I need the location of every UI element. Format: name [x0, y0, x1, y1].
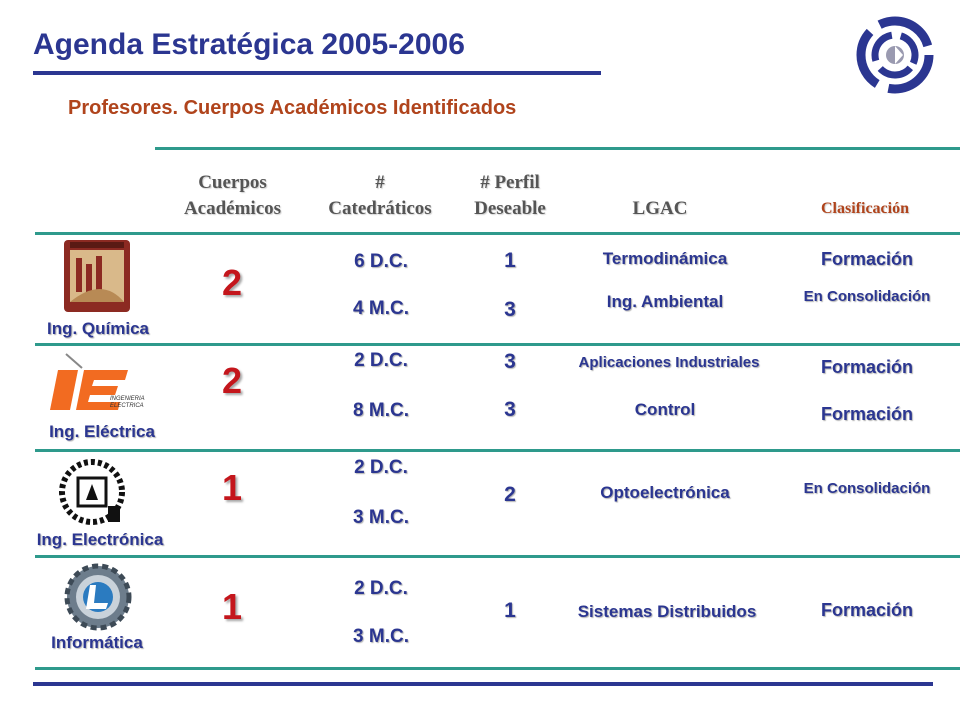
institution-swirl-logo-icon	[855, 15, 935, 95]
perfil-value: 1	[504, 599, 516, 622]
informatics-gear-logo-icon	[64, 563, 132, 631]
lgac-value: Sistemas Distribuidos	[577, 602, 757, 621]
lgac-value: Aplicaciones Industriales	[578, 354, 760, 371]
perfil-value: 3	[504, 298, 516, 321]
clasificacion-value: Formación	[820, 357, 914, 377]
department-name: Informática	[51, 633, 143, 652]
clasificacion-value: En Consolidación	[803, 288, 931, 305]
catedraticos-value: 8 M.C.	[353, 400, 409, 421]
cuerpos-count: 2	[221, 262, 243, 303]
electrical-engineering-logo-icon	[48, 352, 148, 418]
divider-row-4	[35, 555, 960, 558]
perfil-value: 2	[504, 483, 516, 506]
divider-row-3	[35, 449, 960, 452]
catedraticos-value: 2 D.C.	[354, 457, 408, 478]
electrical-logo-text: INGENIERIA ELECTRICA	[110, 396, 145, 409]
department-name: Ing. Química	[46, 319, 150, 338]
perfil-value: 1	[504, 249, 516, 272]
column-header-perfil: # Perfil Deseable	[474, 172, 546, 219]
electronics-chip-logo-icon	[58, 458, 126, 526]
catedraticos-value: 6 D.C.	[354, 251, 408, 272]
divider-row-2	[35, 343, 960, 346]
column-header-catedraticos: # Catedráticos	[328, 172, 432, 219]
lgac-value: Ing. Ambiental	[606, 292, 724, 311]
lgac-value: Termodinámica	[602, 249, 728, 268]
cuerpos-count: 1	[221, 467, 243, 508]
page-title: Agenda Estratégica 2005-2006	[33, 28, 465, 61]
divider-top	[155, 147, 960, 150]
catedraticos-value: 3 M.C.	[353, 626, 409, 647]
catedraticos-value: 3 M.C.	[353, 507, 409, 528]
cuerpos-count: 2	[221, 360, 243, 401]
column-header-cuerpos: Cuerpos Académicos	[183, 172, 282, 219]
department-name: Ing. Eléctrica	[49, 422, 155, 441]
column-header-lgac: LGAC	[632, 198, 688, 219]
perfil-value: 3	[504, 398, 516, 421]
clasificacion-value: En Consolidación	[803, 480, 931, 497]
perfil-value: 3	[504, 350, 516, 373]
cuerpos-count: 1	[221, 586, 243, 627]
lgac-value: Optoelectrónica	[600, 483, 730, 502]
title-underline	[33, 71, 601, 75]
footer-rule	[33, 682, 933, 686]
catedraticos-value: 4 M.C.	[353, 298, 409, 319]
chemical-engineering-logo-icon	[62, 238, 132, 314]
divider-row-1	[35, 232, 960, 235]
lgac-value: Control	[634, 400, 696, 419]
clasificacion-value: Formación	[820, 404, 914, 424]
catedraticos-value: 2 D.C.	[354, 350, 408, 371]
clasificacion-value: Formación	[820, 600, 914, 620]
page-subtitle: Profesores. Cuerpos Académicos Identificados	[68, 97, 517, 119]
catedraticos-value: 2 D.C.	[354, 578, 408, 599]
department-name: Ing. Electrónica	[36, 530, 164, 549]
clasificacion-value: Formación	[820, 249, 914, 269]
column-header-clasificacion: Clasificación	[821, 200, 909, 217]
divider-bottom	[35, 667, 960, 670]
